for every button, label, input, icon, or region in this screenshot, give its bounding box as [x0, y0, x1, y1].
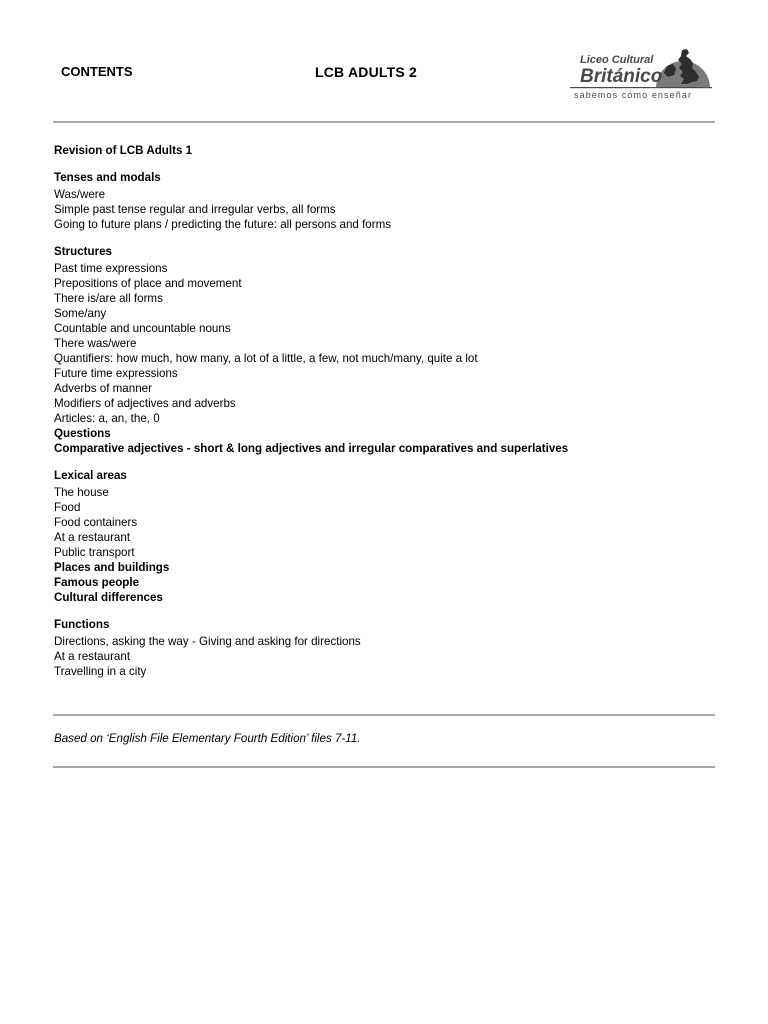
list-item: Prepositions of place and movement	[54, 277, 242, 290]
list-item: Cultural differences	[54, 591, 163, 604]
list-item: Questions	[54, 427, 111, 440]
contents-body	[54, 143, 714, 679]
lexical-heading: Lexical areas	[54, 469, 127, 482]
list-item: Famous people	[54, 576, 140, 589]
list-item: Future time expressions	[54, 367, 178, 380]
list-item: Was/were	[54, 188, 106, 201]
tenses-heading: Tenses and modals	[54, 171, 161, 184]
list-item: Travelling in a city	[54, 665, 147, 678]
list-item: Articles: a, an, the, 0	[54, 412, 160, 425]
list-item: At a restaurant	[54, 650, 131, 663]
contents-label: CONTENTS	[61, 64, 133, 79]
list-item: Countable and uncountable nouns	[54, 322, 231, 335]
list-item: Food	[54, 501, 81, 514]
list-item: Public transport	[54, 546, 135, 559]
list-item: Quantifiers: how much, how many, a lot of a little, a few, not much/many, quite a lot	[54, 352, 478, 365]
list-item: Food containers	[54, 516, 138, 529]
list-item: Places and buildings	[54, 561, 170, 574]
list-item: At a restaurant	[54, 531, 131, 544]
list-item: Adverbs of manner	[54, 382, 152, 395]
structures-heading: Structures	[54, 245, 112, 258]
logo-tagline: sabemos cómo enseñar	[574, 90, 693, 100]
list-item: Some/any	[54, 307, 107, 320]
list-item: Modifiers of adjectives and adverbs	[54, 397, 236, 410]
footer-divider-top	[53, 714, 715, 716]
page-title: LCB ADULTS 2	[315, 64, 417, 80]
list-item: Comparative adjectives - short & long adjectives and irregular comparatives and superlatives	[54, 442, 569, 455]
logo-line1: Liceo Cultural	[580, 54, 654, 66]
list-item: There was/were	[54, 337, 137, 350]
revision-heading: Revision of LCB Adults 1	[54, 144, 193, 157]
list-item: The house	[54, 486, 109, 499]
header-divider	[53, 121, 715, 123]
logo-line2: Británico	[580, 66, 663, 87]
list-item: Past time expressions	[54, 262, 168, 275]
source-footnote: Based on ‘English File Elementary Fourth Edition’ files 7-11.	[54, 732, 361, 745]
list-item: Going to future plans / predicting the future: all persons and forms	[54, 218, 392, 231]
school-logo	[566, 46, 716, 102]
functions-heading: Functions	[54, 618, 110, 631]
list-item: There is/are all forms	[54, 292, 163, 305]
list-item: Simple past tense regular and irregular verbs, all forms	[54, 203, 336, 216]
footer-divider-bottom	[53, 766, 715, 768]
list-item: Directions, asking the way - Giving and asking for directions	[54, 635, 361, 648]
